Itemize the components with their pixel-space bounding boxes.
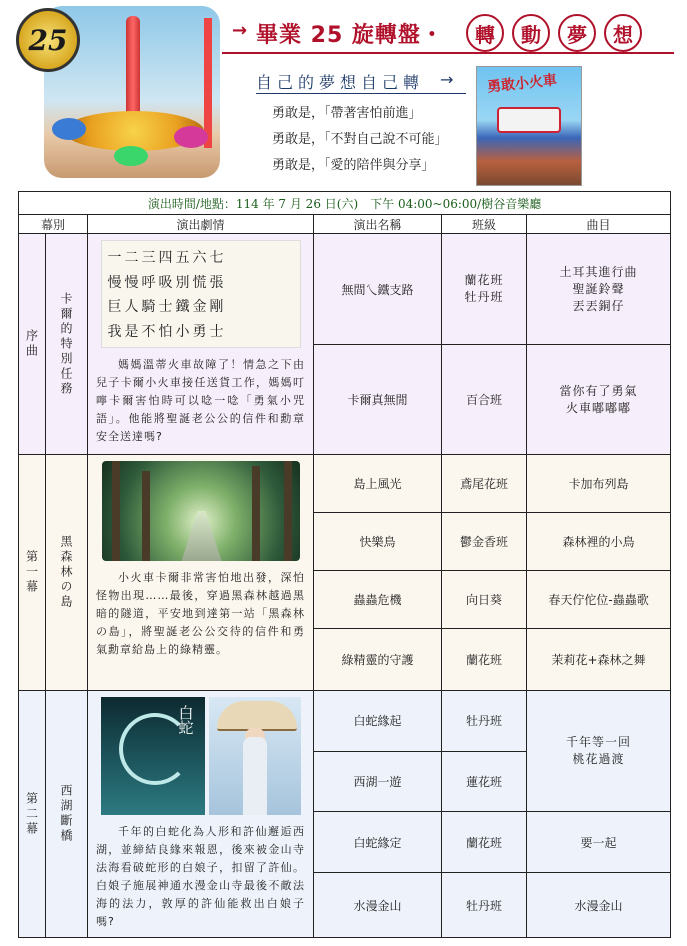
bridge-image: [101, 697, 205, 815]
page-header: [0, 0, 687, 190]
song-list: 當你有了勇氣 火車嘟嘟嘟: [559, 383, 638, 415]
time-location: 演出時間/地點：114 年 7 月 26 日(六) 下午 04:00~06:00/樹谷音樂廳: [19, 192, 671, 215]
performance-name: 蟲蟲危機: [314, 571, 442, 629]
circled-char: 轉: [466, 14, 504, 52]
book-title: 勇敢小火車: [486, 72, 558, 96]
poster-text: 白蛇: [176, 705, 195, 735]
col-header-plot: 演出劇情: [88, 215, 314, 234]
performance-name: 白蛇緣定: [314, 812, 442, 873]
song-list: 千年等一回 桃花過渡: [566, 735, 632, 767]
class-name: 牡丹班: [442, 873, 527, 938]
plot-cell: [88, 234, 314, 455]
performance-name: 快樂鳥: [314, 513, 442, 571]
plot-cell: [88, 691, 314, 938]
class-name: 蘭花班 牡丹班: [464, 273, 504, 304]
subtitle-underline: [256, 93, 466, 94]
song-list: 土耳其進行曲 聖誕鈴聲 丟丟銅仔: [559, 264, 638, 313]
plot-text: 媽媽溫蒂火車故障了！情急之下由兒子卡爾小火車接任送貨工作，媽媽叮嚀卡爾害怕時可以唸一唸「勇氣小咒語」。他能將聖誕老公公的信件和勳章安全送達嗎?: [96, 358, 305, 443]
performance-name: 島上風光: [314, 455, 442, 513]
motto-2: 勇敢是，「不對自己說不可能」: [272, 132, 448, 147]
performance-name: 無間乀鐵支路: [314, 234, 442, 345]
performance-name: 西湖一遊: [314, 751, 442, 812]
subtitle-arrow-icon: →: [440, 70, 454, 89]
act-subtitle: 卡爾的特別任務: [59, 291, 73, 397]
forest-image: [102, 461, 300, 561]
circled-char: 夢: [558, 14, 596, 52]
song-list: 卡加布列島: [527, 455, 671, 513]
song-list: 茉莉花+森林之舞: [527, 629, 671, 691]
song-list: 水漫金山: [527, 873, 671, 938]
plot-cell: [88, 455, 314, 691]
book-cover: [476, 66, 582, 186]
act-subtitle: 黑森林の島: [59, 535, 73, 610]
motto-1: 勇敢是，「帶著害怕前進」: [272, 106, 422, 121]
plot-text: 小火車卡爾非常害怕地出發，深怕怪物出現……最後，穿過黑森林越過黑暗的隧道，平安地到達第一站「黑森林の島」，將聖誕老公公交待的信件和勇氣勳章給島上的綠精靈。: [96, 571, 305, 656]
anniversary-badge: 25: [16, 8, 80, 72]
song-list: 春天佇佗位-蟲蟲歌: [527, 571, 671, 629]
col-header-songs: 曲目: [527, 215, 671, 234]
col-header-name: 演出名稱: [314, 215, 442, 234]
program-table: [18, 191, 671, 938]
class-name: 蓮花班: [442, 751, 527, 812]
motto-3: 勇敢是，「愛的陪伴與分享」: [272, 158, 435, 173]
class-name: 蘭花班: [442, 812, 527, 873]
plot-text: 千年的白蛇化為人形和許仙邂逅西湖，並締結良緣來報恩，後來被金山寺法海看破蛇形的白娘子，扣留了許仙。白娘子施展神通水漫金山寺最後不敵法海的法力，敦厚的許仙能救出白娘子嗎?: [96, 825, 305, 928]
class-name: 向日葵: [442, 571, 527, 629]
handwriting-image: 一二三四五六七 慢慢呼吸別慌張 巨人騎士鐵金剛 我是不怕小勇士: [101, 240, 301, 348]
act-label: 第一幕: [24, 550, 39, 595]
circled-title: [466, 14, 642, 52]
class-name: 百合班: [442, 345, 527, 455]
performance-name: 卡爾真無閒: [314, 345, 442, 455]
circled-char: 動: [512, 14, 550, 52]
class-name: 鬱金香班: [442, 513, 527, 571]
circled-char: 想: [604, 14, 642, 52]
performance-name: 綠精靈的守護: [314, 629, 442, 691]
performance-name: 水漫金山: [314, 873, 442, 938]
umbrella-figure-image: [209, 697, 301, 815]
song-list: 森林裡的小鳥: [527, 513, 671, 571]
subtitle: 自己的夢想自己轉: [256, 73, 425, 92]
page-title: 畢業 25 旋轉盤・: [256, 23, 444, 48]
act-label: 第二幕: [24, 791, 39, 837]
performance-name: 白蛇緣起: [314, 691, 442, 752]
act-label: 序曲: [24, 329, 39, 359]
title-arrow-icon: →: [232, 20, 248, 41]
class-name: 牡丹班: [442, 691, 527, 752]
class-name: 蘭花班: [442, 629, 527, 691]
col-header-class: 班級: [442, 215, 527, 234]
white-snake-images: [96, 697, 305, 815]
class-name: 鳶尾花班: [442, 455, 527, 513]
title-underline: [222, 52, 674, 54]
col-header-act: 幕別: [19, 215, 88, 234]
song-list: 要一起: [527, 812, 671, 873]
act-subtitle: 西湖斷橋: [59, 784, 73, 844]
